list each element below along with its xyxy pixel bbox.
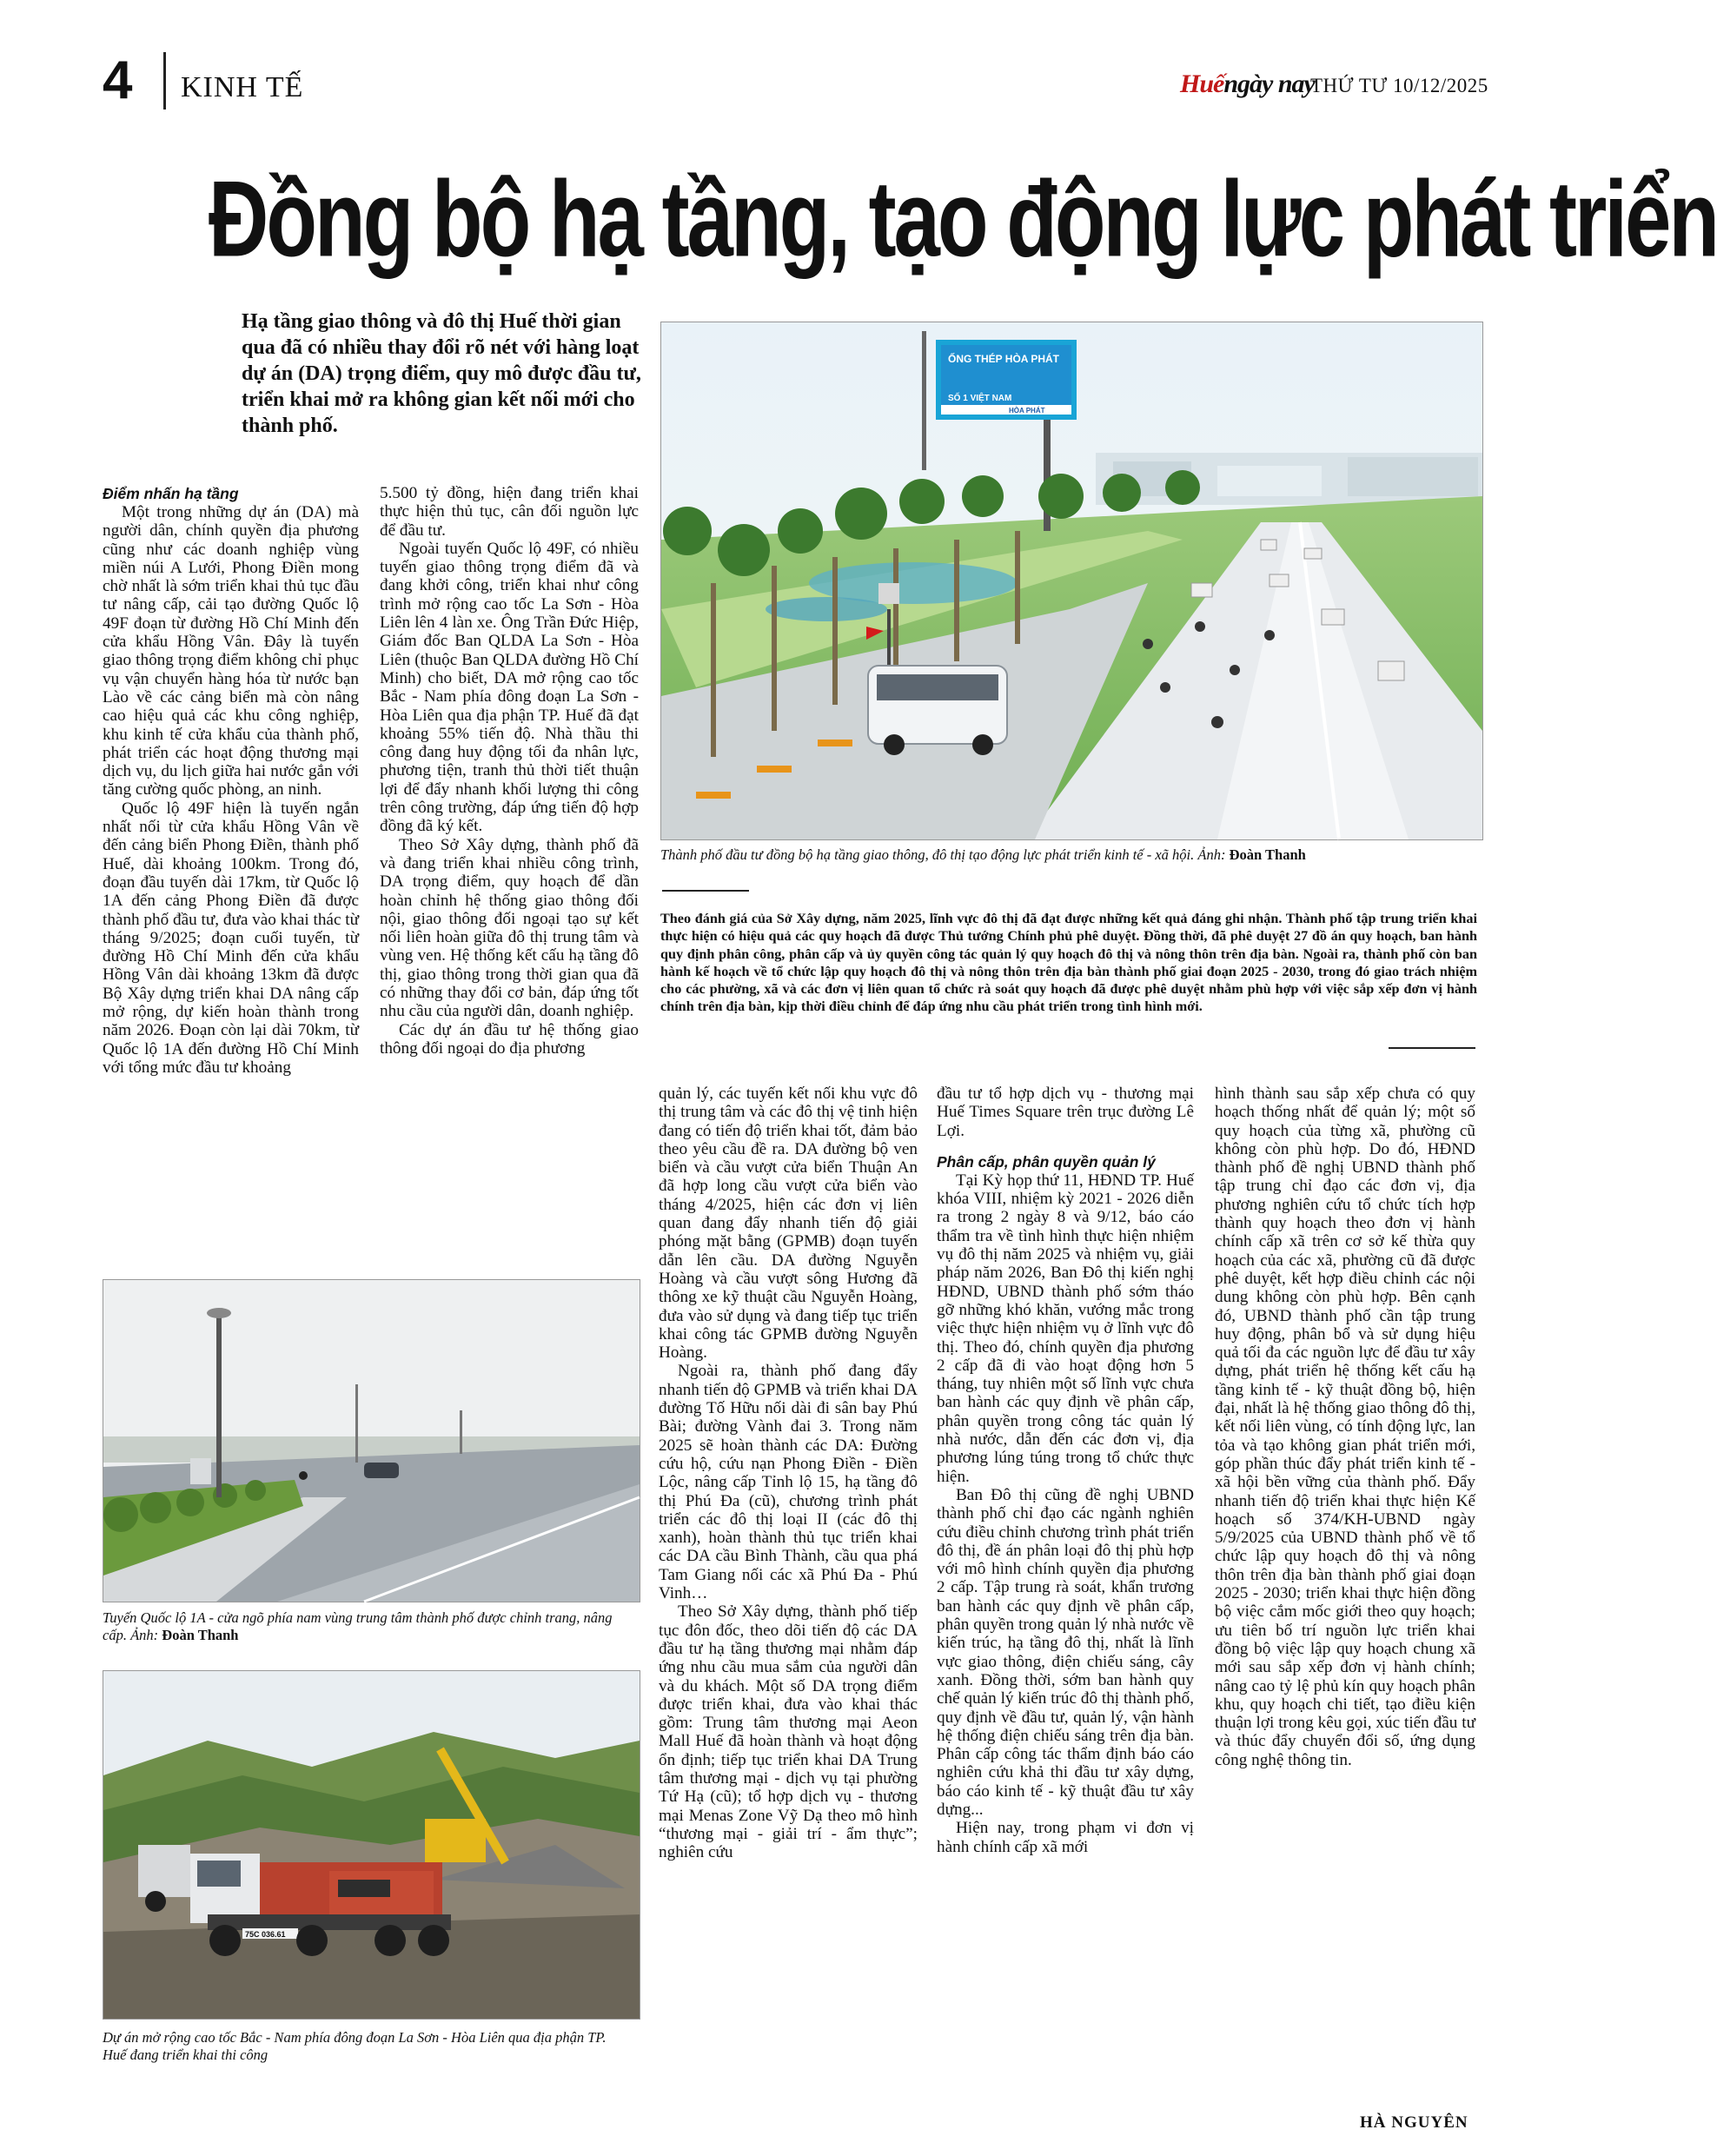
road-photo-caption	[103, 1609, 624, 1644]
col4-paragraph-2: Tại Kỳ họp thứ 11, HĐND TP. Huế khóa VIII, nhiệm kỳ 2021 - 2026 diễn ra trong 2 ngày 8 và 9/12, báo cáo thẩm tra về tình hình thực hiện nhiệm vụ đô thị năm 2025 và nhiệm vụ, giải pháp năm 2026, Ban Đô thị kiến nghị HĐND, UBND thành phố sớm tháo gỡ những khó khăn, vướng mắc trong việc thực hiện nhiệm vụ ở lĩnh vực đô thị. Theo đó, chính quyền địa phương 2 cấp đã đi vào hoạt động hơn 5 tháng, tuy nhiên một số lĩnh vực chưa ban hành các quy định về phân cấp, phân quyền trong công tác quản lý nhà nước, dẫn đến các đơn vị, địa phương lúng túng trong tổ chức thực hiện.	[937, 1171, 1194, 1486]
main-photo-credit: Đoàn Thanh	[1229, 846, 1306, 863]
issue-date: THỨ TƯ 10/12/2025	[1310, 75, 1488, 96]
byline: HÀ NGUYÊN	[1360, 2113, 1468, 2132]
col2-paragraph-4: Các dự án đầu tư hệ thống giao thông đối ngoại do địa phương	[380, 1020, 639, 1058]
billboard-line1: ỐNG THÉP HÒA PHÁT	[948, 353, 1060, 365]
col4-paragraph-3: Ban Đô thị cũng đề nghị UBND thành phố chỉ đạo các ngành nghiên cứu điều chỉnh chương trình phát triển đô thị, đề án phân loại đô thị phù hợp với mô hình chính quyền địa phương 2 cấp. Tập trung rà soát, khẩn trương ban hành các quy định về phân cấp, phân quyền trong quản lý nhà nước về kiến trúc, hạ tầng đô thị, nhất là lĩnh vực giao thông, điện chiếu sáng, cây xanh. Đồng thời, sớm ban hành quy chế quản lý kiến trúc đô thị thành phố, quy định về đầu tư, quản lý, vận hành hệ thống điện chiếu sáng trên địa bàn. Phân cấp công tác thẩm định báo cáo nghiên cứu khả thi đầu tư xây dựng, báo cáo kinh tế - kỹ thuật đầu tư xây dựng...	[937, 1485, 1194, 1819]
road-photo-caption-text: Tuyến Quốc lộ 1A - cửa ngõ phía nam vùng trung tâm thành phố được chỉnh trang, nâng cấp. Ảnh:	[103, 1609, 613, 1643]
masthead-logo	[1180, 70, 1315, 99]
billboard-brand: HÒA PHÁT	[1009, 407, 1045, 415]
section-name: KINH TẾ	[181, 71, 304, 103]
masthead-logo-prefix: Huế	[1180, 70, 1224, 98]
column-1	[103, 484, 359, 1077]
column-3	[659, 1085, 918, 1861]
headline: Đồng bộ hạ tầng, tạo động lực phát triển	[209, 158, 1717, 280]
column-5	[1215, 1085, 1475, 1769]
road-photo-credit: Đoàn Thanh	[162, 1627, 239, 1643]
main-photo-caption-text: Thành phố đầu tư đồng bộ hạ tầng giao thông, đô thị tạo động lực phát triển kinh tế - xã hội. Ảnh:	[660, 846, 1226, 863]
col4-paragraph-1: đầu tư tổ hợp dịch vụ - thương mại Huế Times Square trên trục đường Lê Lợi.	[937, 1085, 1194, 1140]
page-number: 4	[103, 50, 133, 110]
col5-paragraph-1: hình thành sau sắp xếp chưa có quy hoạch thống nhất để quản lý; một số quy hoạch của từng xã, phường cũ không còn phù hợp. Do đó, HĐND thành phố đề nghị UBND thành phố tập trung chỉ đạo các đơn vị, địa phương nghiên cứu tổ chức tích hợp thành quy hoạch theo đơn vị hành chính cấp xã trên cơ sở kế thừa quy hoạch của các xã, phường cũ đã được phê duyệt, kết hợp điều chỉnh các nội dung không còn phù hợp. Bên cạnh đó, UBND thành phố cần tập trung huy động, phân bổ và sử dụng hiệu quả tối đa các nguồn lực để đầu tư xây dựng, phát triển hệ thống kết cấu hạ tầng kinh tế - kỹ thuật đồng bộ, hiện đại, nhất là hệ thống giao thông đô thị, kết nối liên vùng, có tính động lực, lan tỏa và tạo không gian phát triển mới, góp phần thúc đẩy phát triển kinh tế - xã hội bền vững của thành phố. Đẩy nhanh tiến độ triển khai thực hiện Kế hoạch số 374/KH-UBND ngày 5/9/2025 của UBND thành phố về tổ chức lập quy hoạch đô thị và nông thôn trên địa bàn thành phố giai đoạn 2025 - 2030; triển khai thực hiện đồng bộ việc cắm mốc giới theo quy hoạch; ưu tiên bố trí nguồn lực triển khai đồng bộ việc lập quy hoạch chung xã mới sau sắp xếp đơn vị hành chính; nâng cao tỷ lệ phủ kín quy hoạch phân khu, quy hoạch chi tiết, tạo điều kiện thuận lợi trong kêu gọi, xúc tiến đầu tư và thúc đẩy chuyển đổi số, ứng dụng công nghệ thông tin.	[1215, 1085, 1475, 1769]
masthead-logo-suffix: ngày nay	[1223, 70, 1315, 98]
col1-paragraph-2: Quốc lộ 49F hiện là tuyến ngắn nhất nối từ cửa khẩu Hồng Vân về đến cảng biển Phong Điền, thành phố Huế, dài khoảng 100km. Trong đó, đoạn đầu tuyến dài 17km, từ Quốc lộ 1A đến cảng Phong Điền đã được thành phố đầu tư, đưa vào khai thác từ tháng 9/2025; đoạn cuối tuyến, từ đường Hồ Chí Minh đến cửa khẩu Hồng Vân dài khoảng 13km đã được Bộ Xây dựng triển khai DA nâng cấp mở rộng, dự kiến hoàn thành trong năm 2026. Đoạn còn lại dài 70km, từ Quốc lộ 1A đến đường Hồ Chí Minh với tổng mức đầu tư khoảng	[103, 799, 359, 1077]
col2-paragraph-3: Theo Sở Xây dựng, thành phố đã và đang triển khai nhiều công trình, DA trọng điểm, quy hoạch để dần hoàn chỉnh hệ thống giao thông đối nội, giao thông đối ngoại tạo sự kết nối liên hoàn giữa đô thị trung tâm và vùng ven. Hệ thống kết cấu hạ tầng đô thị, giao thông trong thời gian qua đã có những thay đổi cơ bản, đáp ứng tốt nhu cầu của người dân, doanh nghiệp.	[380, 835, 639, 1021]
col3-paragraph-3: Theo Sở Xây dựng, thành phố tiếp tục đôn đốc, theo dõi tiến độ các DA đầu tư hạ tầng thương mại nhằm đáp ứng nhu cầu mua sắm của người dân và du khách. Một số DA trọng điểm được triển khai, đưa vào khai thác gồm: Trung tâm thương mại Aeon Mall Huế đã hoàn thành và hoạt động ổn định; tiếp tục triển khai DA Trung tâm thương mại - dịch vụ tại phường Tứ Hạ (cũ); tổ hợp dịch vụ - thương mại Menas Zone Vỹ Dạ theo mô hình “thương mại - giải trí - ẩm thực”; nghiên cứu	[659, 1602, 918, 1862]
column-4	[937, 1085, 1194, 1856]
subhead-highlight: Điểm nhấn hạ tầng	[103, 485, 239, 502]
summary-box: Theo đánh giá của Sở Xây dựng, năm 2025, lĩnh vực đô thị đã đạt được những kết quả đáng ghi nhận. Thành phố tập trung triển khai thực hiện có hiệu quả các quy hoạch đã được Thủ tướng Chính phủ phê duyệt. Đồng thời, đã phê duyệt 27 đồ án quy hoạch, ban hành quy định phân công, phân cấp và ủy quyền công tác quản lý quy hoạch đô thị và nông thôn trên địa bàn. Ngoài ra, thành phố còn ban hành kế hoạch về tổ chức lập quy hoạch đô thị và nông thôn trên địa bàn thành phố giai đoạn 2025 - 2030, trong đó giao trách nhiệm cho các phường, xã và các đơn vị liên quan tổ chức rà soát quy hoạch đã được phê duyệt nhằm phù hợp với việc sắp xếp đơn vị hành chính trên địa bàn, kịp thời điều chỉnh để đáp ứng nhu cầu phát triển trong tình hình mới.	[660, 911, 1477, 1015]
sapo: Hạ tầng giao thông và đô thị Huế thời gian qua đã có nhiều thay đổi rõ nét với hàng loạt dự án (DA) trọng điểm, quy mô được đầu tư, triển khai mở ra không gian kết nối mới cho thành phố.	[242, 310, 641, 437]
construction-photo	[103, 1670, 640, 2020]
box-rule-top	[662, 890, 749, 892]
truck-plate: 75C 036.61	[245, 1930, 286, 1939]
col1-paragraph-1: Một trong những dự án (DA) mà người dân, chính quyền địa phương cũng như các doanh nghiệp vùng miền núi A Lưới, Phong Điền mong chờ nhất là sớm triển khai thủ tục đầu tư nâng cấp, cải tạo đường Quốc lộ 49F đoạn từ đường Hồ Chí Minh đến cửa khẩu Hồng Vân. Đây là tuyến giao thông trọng điểm không chỉ phục vụ vận chuyển hàng hóa từ nước bạn Lào về các cảng biển mà còn nâng cao hiệu quả các khu công nghiệp, khu kinh tế cửa khẩu của thành phố, phát triển các hoạt động thương mại dịch vụ, du lịch giữa hai nước gắn với tăng cường quốc phòng, an ninh.	[103, 503, 359, 799]
column-2	[380, 484, 639, 1058]
col2-paragraph-2: Ngoài tuyến Quốc lộ 49F, có nhiều tuyến giao thông trọng điểm đã và đang khởi công, triển khai như công trình mở rộng cao tốc La Sơn - Hòa Liên lên 4 làn xe. Ông Trần Đức Hiệp, Giám đốc Ban QLDA La Sơn - Hòa Liên (thuộc Ban QLDA đường Hồ Chí Minh) cho biết, DA mở rộng cao tốc Bắc - Nam phía đông đoạn La Sơn - Hòa Liên qua địa phận TP. Huế đã đạt khoảng 55% tiến độ. Nhà thầu thi công đang huy động tối đa nhân lực, phương tiện, tranh thủ thời tiết thuận lợi để đẩy nhanh khối lượng thi công trên công trường, đáp ứng tiến độ hợp đồng đã ký kết.	[380, 539, 639, 836]
construction-photo-caption: Dự án mở rộng cao tốc Bắc - Nam phía đông đoạn La Sơn - Hòa Liên qua địa phận TP. Huế đang triển khai thi công	[103, 2029, 607, 2063]
col3-paragraph-2: Ngoài ra, thành phố đang đẩy nhanh tiến độ GPMB và triển khai DA đường Tố Hữu nối dài đi sân bay Phú Bài; đường Vành đai 3. Trong năm 2025 sẽ hoàn thành các DA: Đường cứu hộ, cứu nạn Phong Điền - Điền Lộc, nâng cấp Tỉnh lộ 15, hạ tầng đô thị Phú Đa (cũ), chương trình phát triển các đô thị loại II (các đô thị xanh), hoàn thành thủ tục triển khai các DA cầu Bình Thành, cầu qua phá Tam Giang nối các xã Phú Đa - Phú Vinh…	[659, 1362, 918, 1603]
main-photo-caption	[660, 846, 1486, 864]
billboard-line2: SỐ 1 VIỆT NAM	[948, 394, 1012, 403]
header-divider	[163, 52, 166, 109]
col4-paragraph-4: Hiện nay, trong phạm vi đơn vị hành chính cấp xã mới	[937, 1819, 1194, 1856]
col2-paragraph-1: 5.500 tỷ đồng, hiện đang triển khai thực hiện thủ tục, cân đối nguồn lực để đầu tư.	[380, 484, 639, 540]
col3-paragraph-1: quản lý, các tuyến kết nối khu vực đô thị trung tâm và các đô thị vệ tinh hiện đang có tiến độ triển khai tốt, đảm bảo theo yêu cầu đề ra. DA đường bộ ven biển và cầu vượt cửa biển Thuận An đã hợp long cầu vượt cửa biển vào tháng 4/2025, hiện các đơn vị liên quan đang đẩy nhanh tiến độ giải phóng mặt bằng (GPMB) đoạn tuyến dẫn lên cầu. DA đường Nguyễn Hoàng và cầu vượt sông Hương đã thông xe kỹ thuật cầu Nguyễn Hoàng, đưa vào sử dụng và đang tiếp tục triển khai công tác GPMB đường Nguyễn Hoàng.	[659, 1085, 918, 1363]
box-rule-bottom	[1389, 1047, 1475, 1049]
road-photo	[103, 1279, 640, 1602]
subhead-decentralization: Phân cấp, phân quyền quản lý	[937, 1152, 1156, 1171]
main-photo	[660, 322, 1483, 840]
